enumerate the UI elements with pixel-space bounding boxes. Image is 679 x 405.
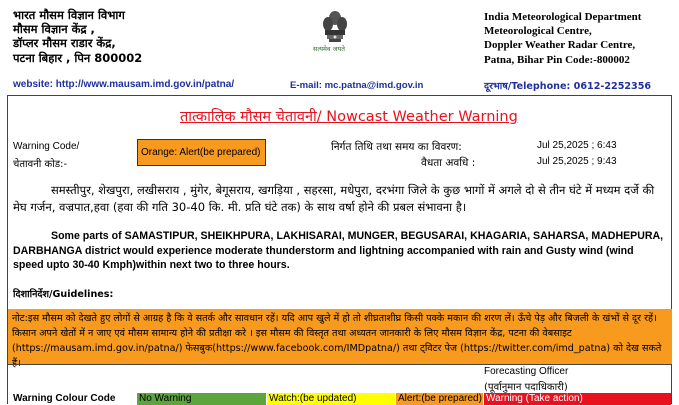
emblem-motto: सत्यमेव जयते [313, 45, 345, 53]
header-english-line-1: India Meteorological Department [484, 11, 642, 23]
guidelines-divider [7, 364, 672, 365]
warning-code-label-en: Warning Code/ [13, 141, 80, 152]
warning-code-value: Orange: Alert(be prepared) [141, 147, 261, 158]
guidelines-label: दिशानिर्देश/Guidelines: [13, 289, 114, 300]
header-english-line-2: Meteorological Centre, [484, 25, 592, 37]
national-emblem-icon [320, 8, 350, 68]
website-link[interactable]: website: http://www.mausam.imd.gov.in/patna/ [13, 79, 235, 90]
validity-value: Jul 25,2025 ; 9:43 [537, 156, 617, 167]
issue-time-label: निर्गत तिथि तथा समय का विवरण: [331, 141, 462, 153]
header-english-line-3: Doppler Weather Radar Centre, [484, 39, 636, 51]
colour-warning: Warning (Take action) [484, 393, 671, 405]
guidelines-text: नोट:इस मौसम को देखते हुए लोगों से आग्रह है कि वे सतर्क और सावधान रहें। यदि आप खुले में हो तो शीघ्रताशीघ्र किसी पक्के मकान की शरण लें। ऊँचे पेड़ और बिजली के खंभों से दूर रहें। किसान अपने खेतों में न जाए एवं मौसम सामान्य होने की प्रतीक्षा करे । इस मौसम की विस्तृत तथा अध्यतन जानकारी के लिए मौसम विज्ञान केंद्र, पटना की वेबसाइट (https://mausam.imd.gov.in/patna/) फेसबुक(https://www.facebook.com/IMDpatna/) तथा ट्विटर पेज (https://twitter.com/imd_patna) को देख सकते [12, 313, 662, 354]
header-hindi-line-1: भारत मौसम विज्ञान विभाग [13, 8, 125, 22]
colour-watch: Watch:(be updated) [267, 393, 395, 405]
issue-time-value: Jul 25,2025 ; 6:43 [537, 140, 617, 151]
warning-code-label-hi: चेतावनी कोड:- [13, 159, 68, 170]
page-title: तात्कालिक मौसम चेतावनी/ Nowcast Weather Warning [180, 109, 518, 125]
email-link[interactable]: E-mail: mc.patna@imd.gov.in [290, 80, 424, 91]
message-english: Some parts of SAMASTIPUR, SHEIKHPURA, LAKHISARAI, MUNGER, BEGUSARAI, KHAGARIA, SAHARSA, MADHEPURA, DARBHANGA district would experience moderate thunderstorm and lightning accompanied with rain and Gusty wind (wind speed upto 30-40 Kmph)within next two to three hours. [13, 230, 664, 271]
forecasting-officer-title: Forecasting Officer [484, 366, 569, 377]
header-divider [7, 95, 672, 96]
colour-no-warning: No Warning [137, 393, 266, 405]
telephone-info: दूरभाष/Telephone: 0612-2252356 [484, 81, 652, 92]
colour-code-label: Warning Colour Code [13, 393, 116, 404]
header-english-line-4: Patna, Bihar Pin Code:-800002 [484, 54, 630, 66]
header-hindi-line-4: पटना बिहार , पिन 800002 [13, 51, 143, 65]
header-hindi-line-2: मौसम विज्ञान केंद्र , [13, 22, 95, 36]
warning-code-badge [137, 139, 266, 166]
header-hindi-line-3: डॉप्लर मौसम राडार केंद्र, [13, 36, 116, 50]
guidelines-box [8, 309, 672, 364]
message-hindi: समस्तीपुर, शेखपुरा, लखीसराय , मुंगेर, बेगूसराय, खगड़िया , सहरसा, मधेपुरा, दरभंगा जिले के कुछ भागों में अगले दो से तीन घंटे में मध्यम दर्जे की मेघ गर्जन, वज्रपात,हवा (हवा की गति 30-40 कि. मी. प्रति घंटे तक) के साथ वर्षा होने की प्रबल संभावना है। [13, 183, 655, 214]
colour-alert: Alert:(be prepared) [398, 393, 482, 404]
validity-label: वैधता अवधि : [421, 157, 476, 169]
forecasting-officer-title-hi: (पूर्वानुमान पदाधिकारी) [484, 382, 568, 393]
